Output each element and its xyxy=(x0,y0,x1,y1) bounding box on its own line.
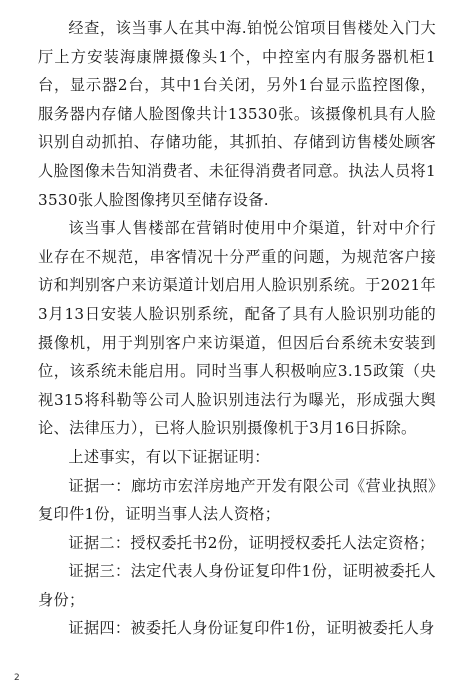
page-number: 2 xyxy=(14,673,20,683)
evidence-item-2: 证据二：授权委托书2份，证明授权委托人法定资格； xyxy=(68,533,435,552)
evidence-intro-paragraph: 上述事实，有以下证据证明： xyxy=(68,447,270,466)
evidence-item-3: 证据三：法定代表人身份证复印件1份，证明被委托人身份； xyxy=(38,562,436,609)
investigation-paragraph: 经查，该当事人在其中海.铂悦公馆项目售楼处入门大厅上方安装海康牌摄像头1个，中控室内有服务器机柜1台，显示器2台，其中1台关闭，另外1台显示监控图像，服务器内存储人脸图像共计13530张。该摄像机具有人脸识别自动抓拍、存储功能，其抓拍、存储到访售楼处顾客人脸图像未告知消费者、未征得消费者同意。执法人员将13530张人脸图像拷贝至储存设备. xyxy=(38,19,436,209)
document-body xyxy=(38,14,436,643)
background-paragraph: 该当事人售楼部在营销时使用中介渠道，针对中介行业存在不规范，串客情况十分严重的问题，为规范客户接访和判别客户来访渠道计划启用人脸识别系统。于2021年3月13日安装人脸识别系统，配备了具有人脸识别功能的摄像机，用于判别客户来访渠道，但因后台系统未安装到位，该系统未能启用。同时当事人积极响应3.15政策（央视315将科勒等公司人脸识别违法行为曝光，形成强大舆论、法律压力），已将人脸识别摄像机于3月16日拆除。 xyxy=(38,219,436,438)
evidence-item-1: 证据一：廊坊市宏洋房地产开发有限公司《营业执照》复印件1份，证明当事人法人资格； xyxy=(38,476,436,524)
evidence-item-4: 证据四：被委托人身份证复印件1份，证明被委托人身 xyxy=(68,619,435,638)
